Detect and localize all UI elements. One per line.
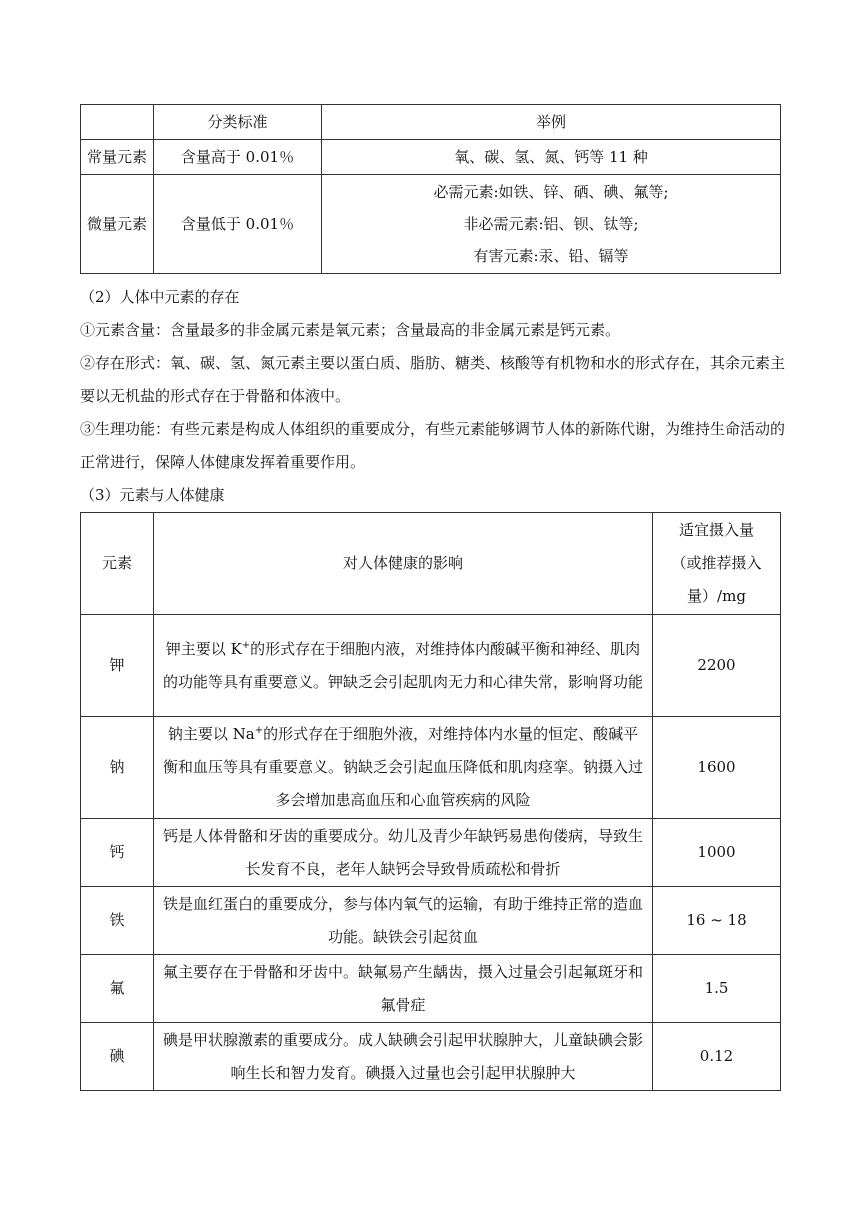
effect-text-rest: 的形式存在于细胞内液，对维持体内酸碱平衡和神经、肌肉的功能等具有重要意义。钾缺乏会引起肌肉无力和心律失常，影响肾功能 [162, 639, 643, 691]
header-cell-element: 元素 [81, 513, 154, 615]
table-row [81, 887, 781, 955]
element-effect [154, 615, 653, 717]
element-intake: 1.5 [653, 955, 781, 1023]
section-heading: （2）人体中元素的存在 [80, 288, 240, 306]
category-standard: 含量低于 0.01％ [154, 175, 322, 274]
element-name: 碘 [81, 1023, 154, 1091]
example-line: 氧、碳、氢、氮、钙等 11 种 [454, 148, 648, 166]
header-cell-examples: 举例 [322, 105, 781, 140]
category-examples [322, 175, 781, 274]
paragraph: ②存在形式：氧、碳、氢、氮元素主要以蛋白质、脂肪、糖类、核酸等有机物和水的形式存在，其余元素主要以无机盐的形式存在于骨骼和体液中。 [80, 354, 786, 405]
element-name: 氟 [81, 955, 154, 1023]
table-row [81, 615, 781, 717]
table-row [81, 955, 781, 1023]
table-row [81, 175, 781, 274]
element-effect: 碘是甲状腺激素的重要成分。成人缺碘会引起甲状腺肿大，儿童缺碘会影响生长和智力发育。碘摄入过量也会引起甲状腺肿大 [154, 1023, 653, 1091]
element-health-table [80, 512, 781, 1091]
element-name: 钠 [81, 717, 154, 819]
element-intake: 16 ~ 18 [653, 887, 781, 955]
effect-text-start: 钾主要以 K [165, 639, 242, 658]
element-intake: 0.12 [653, 1023, 781, 1091]
example-line: 非必需元素:铝、钡、钛等; [463, 215, 639, 233]
element-name: 钙 [81, 819, 154, 887]
element-intake: 1000 [653, 819, 781, 887]
element-name: 铁 [81, 887, 154, 955]
example-line: 有害元素:汞、铅、镉等 [473, 247, 629, 265]
category-name: 微量元素 [81, 175, 154, 274]
ion-charge: + [241, 639, 251, 651]
element-classification-table [80, 104, 781, 274]
effect-text-start: 钠主要以 Na [167, 725, 255, 743]
element-effect [154, 717, 653, 819]
effect-text-rest: 的形式存在于细胞外液，对维持体内水量的恒定、酸碱平衡和血压等具有重要意义。钠缺乏会引起血压降低和肌肉痉挛。钠摄入过多会增加患高血压和心血管疾病的风险 [162, 725, 643, 809]
section-heading: （3）元素与人体健康 [80, 486, 225, 504]
header-cell-standard: 分类标准 [154, 105, 322, 140]
element-effect: 钙是人体骨骼和牙齿的重要成分。幼儿及青少年缺钙易患佝偻病，导致生长发育不良，老年人缺钙会导致骨质疏松和骨折 [154, 819, 653, 887]
element-intake: 2200 [653, 615, 781, 717]
example-line: 必需元素:如铁、锌、硒、碘、氟等; [433, 183, 669, 201]
element-intake: 1600 [653, 717, 781, 819]
table-row [81, 140, 781, 175]
element-effect: 铁是血红蛋白的重要成分，参与体内氧气的运输，有助于维持正常的造血功能。缺铁会引起贫血 [154, 887, 653, 955]
element-effect: 氟主要存在于骨骼和牙齿中。缺氟易产生龋齿，摄入过量会引起氟斑牙和氟骨症 [154, 955, 653, 1023]
header-cell-empty [81, 105, 154, 140]
category-name: 常量元素 [81, 140, 154, 175]
table-header-row [81, 513, 781, 615]
paragraph: ③生理功能：有些元素是构成人体组织的重要成分，有些元素能够调节人体的新陈代谢，为维持生命活动的正常进行，保障人体健康发挥着重要作用。 [80, 420, 786, 471]
intake-header-line: 适宜摄入量 [678, 521, 754, 539]
ion-charge: + [254, 725, 264, 736]
table-header-row [81, 105, 781, 140]
intake-header-line: 量）/mg [687, 587, 746, 605]
category-standard: 含量高于 0.01％ [154, 140, 322, 175]
table-row [81, 819, 781, 887]
header-cell-effect: 对人体健康的影响 [154, 513, 653, 615]
table-row [81, 717, 781, 819]
table-row [81, 1023, 781, 1091]
element-name: 钾 [81, 615, 154, 717]
category-examples [322, 140, 781, 175]
intake-header-line: （或推荐摄入 [671, 554, 762, 572]
header-cell-intake [653, 513, 781, 615]
paragraph: ①元素含量：含量最多的非金属元素是氧元素；含量最高的非金属元素是钙元素。 [80, 321, 621, 339]
